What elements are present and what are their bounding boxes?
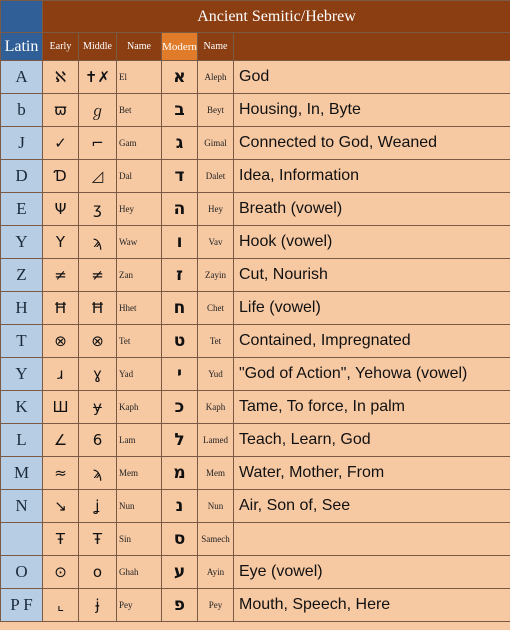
- modern-hebrew-letter: ו: [162, 226, 198, 259]
- middle-glyph: ɉ: [79, 589, 117, 622]
- meaning-text: Water, Mother, From: [234, 457, 510, 490]
- ancient-name: Zan: [117, 259, 162, 292]
- latin-letter: L: [1, 424, 43, 457]
- modern-name: Pey: [198, 589, 234, 622]
- middle-header: Middle: [79, 33, 117, 61]
- modern-name: Chet: [198, 292, 234, 325]
- early-glyph: ≈: [43, 457, 79, 490]
- latin-header: Latin: [1, 33, 43, 61]
- latin-letter: M: [1, 457, 43, 490]
- early-glyph: ↘: [43, 490, 79, 523]
- table-row: [1, 457, 510, 490]
- modern-hebrew-letter: מ: [162, 457, 198, 490]
- ancient-name: Pey: [117, 589, 162, 622]
- meaning-header: [234, 33, 510, 61]
- middle-glyph: ϡ: [79, 226, 117, 259]
- meaning-text: God: [234, 61, 510, 94]
- early-glyph: Ɗ: [43, 160, 79, 193]
- table-row: [1, 226, 510, 259]
- ancient-name: Yad: [117, 358, 162, 391]
- modern-hebrew-letter: ס: [162, 523, 198, 556]
- latin-letter: Y: [1, 226, 43, 259]
- meaning-text: [234, 523, 510, 556]
- modern-name: Tet: [198, 325, 234, 358]
- meaning-text: Tame, To force, In palm: [234, 391, 510, 424]
- ancient-name: Hey: [117, 193, 162, 226]
- early-glyph: Ħ: [43, 292, 79, 325]
- modern-name: Dalet: [198, 160, 234, 193]
- ancient-name: Tet: [117, 325, 162, 358]
- modern-name: Mem: [198, 457, 234, 490]
- name-header: Name: [117, 33, 162, 61]
- middle-glyph: ʝ: [79, 490, 117, 523]
- meaning-text: Mouth, Speech, Here: [234, 589, 510, 622]
- early-glyph: ≠: [43, 259, 79, 292]
- modern-hebrew-letter: ח: [162, 292, 198, 325]
- table-row: [1, 61, 510, 94]
- latin-letter: P F: [1, 589, 43, 622]
- meaning-text: Breath (vowel): [234, 193, 510, 226]
- table-row: [1, 589, 510, 622]
- ancient-name: Sin: [117, 523, 162, 556]
- ancient-name: Waw: [117, 226, 162, 259]
- table-row: [1, 391, 510, 424]
- modern-hebrew-letter: ב: [162, 94, 198, 127]
- modern-name: Aleph: [198, 61, 234, 94]
- modern-name: Kaph: [198, 391, 234, 424]
- middle-glyph: ɣ: [79, 358, 117, 391]
- middle-glyph: ℊ: [79, 94, 117, 127]
- table-row: [1, 94, 510, 127]
- early-glyph: Ψ: [43, 193, 79, 226]
- table-body: [1, 61, 510, 622]
- middle-glyph: ◿: [79, 160, 117, 193]
- early-glyph: ℵ: [43, 61, 79, 94]
- ancient-name: Dal: [117, 160, 162, 193]
- modern-hebrew-letter: ל: [162, 424, 198, 457]
- middle-glyph: Ħ: [79, 292, 117, 325]
- meaning-text: Cut, Nourish: [234, 259, 510, 292]
- modern-name: Nun: [198, 490, 234, 523]
- modern-hebrew-letter: ז: [162, 259, 198, 292]
- ancient-name: Gam: [117, 127, 162, 160]
- latin-letter: H: [1, 292, 43, 325]
- ancient-name: Nun: [117, 490, 162, 523]
- latin-letter: [1, 523, 43, 556]
- meaning-text: Connected to God, Weaned: [234, 127, 510, 160]
- latin-letter: A: [1, 61, 43, 94]
- modern-name: Zayin: [198, 259, 234, 292]
- bottom-strip: [0, 622, 510, 630]
- table-row: [1, 193, 510, 226]
- ancient-name: Hhet: [117, 292, 162, 325]
- latin-letter: N: [1, 490, 43, 523]
- middle-glyph: ✝✗: [79, 61, 117, 94]
- middle-glyph: ⌐: [79, 127, 117, 160]
- modern-name: Beyt: [198, 94, 234, 127]
- middle-glyph: 6: [79, 424, 117, 457]
- meaning-text: Idea, Information: [234, 160, 510, 193]
- table-row: [1, 556, 510, 589]
- latin-letter: D: [1, 160, 43, 193]
- early-glyph: ⊙: [43, 556, 79, 589]
- early-glyph: Y: [43, 226, 79, 259]
- modern-name: Hey: [198, 193, 234, 226]
- meaning-text: Contained, Impregnated: [234, 325, 510, 358]
- modern-header: Modern: [162, 33, 198, 61]
- modern-name: Vav: [198, 226, 234, 259]
- latin-letter: Z: [1, 259, 43, 292]
- modern-name: Gimal: [198, 127, 234, 160]
- ancient-name: Kaph: [117, 391, 162, 424]
- modern-hebrew-letter: י: [162, 358, 198, 391]
- modern-hebrew-letter: פ: [162, 589, 198, 622]
- modern-name: Ayin: [198, 556, 234, 589]
- ancient-name: Ghah: [117, 556, 162, 589]
- early-glyph: ɹ: [43, 358, 79, 391]
- middle-glyph: ≠: [79, 259, 117, 292]
- latin-letter: O: [1, 556, 43, 589]
- meaning-text: Life (vowel): [234, 292, 510, 325]
- table-row: [1, 358, 510, 391]
- middle-glyph: Ŧ: [79, 523, 117, 556]
- meaning-text: "God of Action", Yehowa (vowel): [234, 358, 510, 391]
- table-row: [1, 490, 510, 523]
- middle-glyph: ʒ: [79, 193, 117, 226]
- meaning-text: Teach, Learn, God: [234, 424, 510, 457]
- table-row: [1, 259, 510, 292]
- early-glyph: Ш: [43, 391, 79, 424]
- early-glyph: Ŧ: [43, 523, 79, 556]
- meaning-text: Housing, In, Byte: [234, 94, 510, 127]
- ancient-name: Bet: [117, 94, 162, 127]
- early-glyph: ⌞: [43, 589, 79, 622]
- ancient-name: Lam: [117, 424, 162, 457]
- middle-glyph: ɏ: [79, 391, 117, 424]
- middle-glyph: ϡ: [79, 457, 117, 490]
- table-row: [1, 292, 510, 325]
- modern-hebrew-letter: כ: [162, 391, 198, 424]
- table-row: [1, 325, 510, 358]
- latin-letter: b: [1, 94, 43, 127]
- modern-hebrew-letter: ד: [162, 160, 198, 193]
- meaning-text: Eye (vowel): [234, 556, 510, 589]
- early-glyph: ∠: [43, 424, 79, 457]
- early-glyph: ϖ: [43, 94, 79, 127]
- table-row: [1, 127, 510, 160]
- early-glyph: ⊗: [43, 325, 79, 358]
- middle-glyph: ⊗: [79, 325, 117, 358]
- early-header: Early: [43, 33, 79, 61]
- table-row: [1, 523, 510, 556]
- ancient-name: El: [117, 61, 162, 94]
- table-row: [1, 424, 510, 457]
- modern-hebrew-letter: א: [162, 61, 198, 94]
- modern-hebrew-letter: ג: [162, 127, 198, 160]
- latin-letter: K: [1, 391, 43, 424]
- ancient-name: Mem: [117, 457, 162, 490]
- modern-name: Yud: [198, 358, 234, 391]
- latin-letter: T: [1, 325, 43, 358]
- modern-hebrew-letter: ט: [162, 325, 198, 358]
- modern-name: Lamed: [198, 424, 234, 457]
- modern-hebrew-letter: ע: [162, 556, 198, 589]
- latin-letter: E: [1, 193, 43, 226]
- latin-letter: Y: [1, 358, 43, 391]
- chart-title: Ancient Semitic/Hebrew: [43, 1, 510, 33]
- corner-cell: [1, 1, 43, 33]
- modern-name-header: Name: [198, 33, 234, 61]
- table-row: [1, 160, 510, 193]
- early-glyph: ✓: [43, 127, 79, 160]
- modern-hebrew-letter: נ: [162, 490, 198, 523]
- modern-hebrew-letter: ה: [162, 193, 198, 226]
- latin-letter: J: [1, 127, 43, 160]
- meaning-text: Hook (vowel): [234, 226, 510, 259]
- middle-glyph: o: [79, 556, 117, 589]
- modern-name: Samech: [198, 523, 234, 556]
- meaning-text: Air, Son of, See: [234, 490, 510, 523]
